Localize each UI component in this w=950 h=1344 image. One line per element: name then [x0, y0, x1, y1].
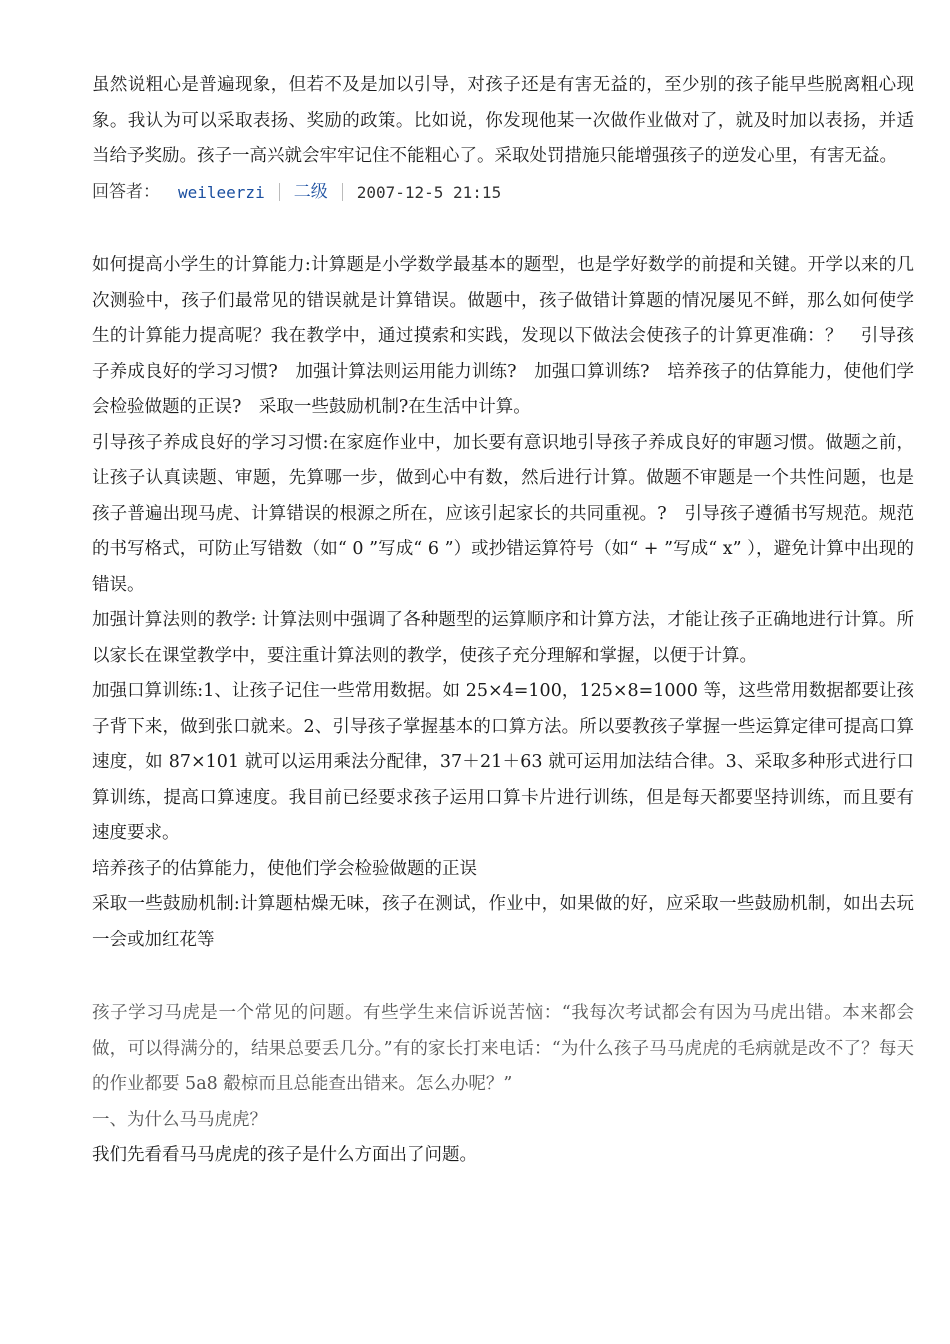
article-paragraph-mental-math: 加强口算训练:1、让孩子记住一些常用数据。如 25×4=100，125×8=1000 等，这些常用数据都要让孩子背下来，做到张口就来。2、引导孩子掌握基本的口算方法。所以要教孩子掌握一些运算定律可提高口算速度，如 87×101 就可以运用乘法分配律，37＋21＋63 就可运用加法结合律。3、采取多种形式进行口算训练，提高口算速度。我目前已经要求孩子运用口算卡片进行训练，但是每天都要坚持训练，而且要有速度要求。 — [92, 681, 914, 843]
article-paragraph-rules: 加强计算法则的教学: 计算法则中强调了各种题型的运算顺序和计算方法，才能让孩子正确地进行计算。所以家长在课堂教学中，要注重计算法则的教学，使孩子充分理解和掌握，以便于计算。 — [92, 610, 914, 666]
article2-paragraph-intro: 孩子学习马虎是一个常见的问题。有些学生来信诉说苦恼：“我每次考试都会有因为马虎出错。本来都会做，可以得满分的，结果总要丢几分。”有的家长打来电话：“为什么孩子马马虎虎的毛病就是改不了？每天的作业都要 5a8 觳椋而且总能查出错来。怎么办呢？” — [92, 1003, 914, 1094]
article-paragraph-encouragement: 采取一些鼓励机制:计算题枯燥无味，孩子在测试，作业中，如果做的好，应采取一些鼓励机制，如出去玩一会或加红花等 — [92, 894, 914, 950]
answer-text: 虽然说粗心是普遍现象，但若不及是加以引导，对孩子还是有害无益的，至少别的孩子能早些脱离粗心现象。我认为可以采取表扬、奖励的政策。比如说，你发现他某一次做作业做对了，就及时加以表扬，并适当给予奖励。孩子一高兴就会牢牢记住不能粗心了。采取处罚措施只能增强孩子的逆发心里，有害无益。 — [92, 75, 914, 166]
answerer-label: 回答者： — [92, 181, 160, 202]
answerer-username-link[interactable]: weileerzi — [178, 182, 265, 202]
article2-paragraph: 我们先看看马马虎虎的孩子是什么方面出了问题。 — [92, 1145, 477, 1165]
answer-meta — [92, 175, 914, 211]
answer-timestamp: 2007-12-5 21:15 — [356, 182, 502, 202]
article-paragraph-habits: 引导孩子养成良好的学习习惯:在家庭作业中，加长要有意识地引导孩子养成良好的审题习惯。做题之前，让孩子认真读题、审题，先算哪一步，做到心中有数，然后进行计算。做题不审题是一个共性问题，也是孩子普遍出现马虎、计算错误的根源之所在，应该引起家长的共同重视。? 引导孩子遵循书写规范。规范的书写格式，可防止写错数（如“ 0 ”写成“ 6 ”）或抄错运算符号（如“ + ”写成“ x” ），避免计算中出现的错误。 — [92, 432, 914, 595]
article-paragraph-estimation: 培养孩子的估算能力，使他们学会检验做题的正误 — [92, 858, 477, 879]
spacer — [92, 210, 914, 248]
answerer-level-link[interactable]: 二级 — [293, 181, 328, 202]
meta-divider — [279, 183, 280, 201]
article-paragraph-intro: 如何提高小学生的计算能力:计算题是小学数学最基本的题型，也是学好数学的前提和关键。开学以来的几次测验中，孩子们最常见的错误就是计算错误。做题中，孩子做错计算题的情况屡见不鲜，那么如何使学生的计算能力提高呢？我在教学中，通过摸索和实践，发现以下做法会使孩子的计算更准确：？ 引导孩子养成良好的学习习惯? 加强计算法则运用能力训练? 加强口算训练? 培养孩子的估算能力，使他们学会检验做题的正误? 采取一些鼓励机制?在生活中计算。 — [92, 255, 914, 417]
document-page — [92, 68, 914, 1174]
article2-heading: 一、为什么马马虎虎？ — [92, 1109, 267, 1130]
spacer — [92, 958, 914, 996]
meta-divider — [342, 183, 343, 201]
